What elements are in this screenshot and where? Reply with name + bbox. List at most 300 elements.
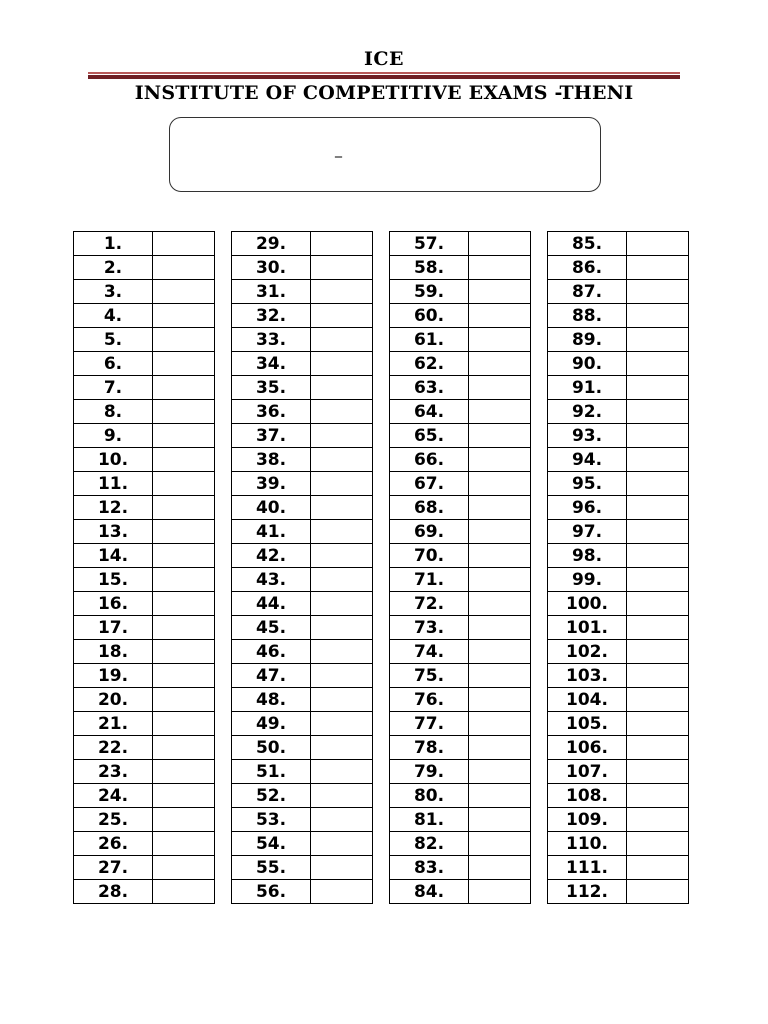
answer-row (390, 424, 531, 448)
answer-column-2 (231, 231, 373, 904)
question-number: 40. (232, 496, 311, 520)
answer-row (548, 640, 689, 664)
answer-column-1 (73, 231, 215, 904)
answer-row (390, 472, 531, 496)
question-number: 98. (548, 544, 627, 568)
question-number: 50. (232, 736, 311, 760)
question-number: 30. (232, 256, 311, 280)
answer-row (74, 400, 215, 424)
answer-row (548, 592, 689, 616)
question-number: 103. (548, 664, 627, 688)
answer-cell[interactable] (311, 616, 373, 640)
answer-cell[interactable] (153, 256, 215, 280)
answer-row (74, 568, 215, 592)
answer-row (232, 688, 373, 712)
answer-row (548, 496, 689, 520)
answer-cell[interactable] (627, 496, 689, 520)
answer-cell[interactable] (153, 328, 215, 352)
answer-row (232, 712, 373, 736)
question-number: 10. (74, 448, 153, 472)
question-number: 109. (548, 808, 627, 832)
question-number: 4. (74, 304, 153, 328)
answer-row (390, 256, 531, 280)
answer-cell[interactable] (627, 256, 689, 280)
question-number: 94. (548, 448, 627, 472)
question-number: 52. (232, 784, 311, 808)
question-number: 61. (390, 328, 469, 352)
answer-row (232, 640, 373, 664)
answer-cell[interactable] (153, 712, 215, 736)
answer-row (548, 520, 689, 544)
answer-cell[interactable] (469, 640, 531, 664)
answer-row (390, 712, 531, 736)
answer-cell[interactable] (627, 424, 689, 448)
answer-row (232, 664, 373, 688)
answer-row (74, 304, 215, 328)
answer-cell[interactable] (469, 400, 531, 424)
answer-cell[interactable] (153, 808, 215, 832)
question-number: 63. (390, 376, 469, 400)
question-number: 97. (548, 520, 627, 544)
answer-cell[interactable] (311, 664, 373, 688)
question-number: 54. (232, 832, 311, 856)
answer-cell[interactable] (469, 808, 531, 832)
answer-row (74, 808, 215, 832)
answer-row (548, 736, 689, 760)
question-number: 57. (390, 232, 469, 256)
question-number: 101. (548, 616, 627, 640)
answer-row (390, 784, 531, 808)
question-number: 92. (548, 400, 627, 424)
answer-cell[interactable] (627, 568, 689, 592)
answer-cell[interactable] (153, 352, 215, 376)
header-rule-thin (88, 72, 680, 74)
answer-row (548, 352, 689, 376)
answer-cell[interactable] (627, 280, 689, 304)
question-number: 2. (74, 256, 153, 280)
question-number: 71. (390, 568, 469, 592)
question-number: 55. (232, 856, 311, 880)
question-number: 95. (548, 472, 627, 496)
answer-cell[interactable] (311, 640, 373, 664)
answer-row (548, 472, 689, 496)
question-number: 67. (390, 472, 469, 496)
answer-row (390, 280, 531, 304)
answer-cell[interactable] (627, 232, 689, 256)
answer-cell[interactable] (311, 808, 373, 832)
answer-cell[interactable] (311, 448, 373, 472)
answer-row (548, 808, 689, 832)
question-number: 79. (390, 760, 469, 784)
answer-cell[interactable] (627, 616, 689, 640)
answer-row (74, 544, 215, 568)
answer-cell[interactable] (469, 856, 531, 880)
question-number: 82. (390, 832, 469, 856)
answer-row (548, 664, 689, 688)
question-number: 27. (74, 856, 153, 880)
answer-cell[interactable] (311, 280, 373, 304)
answer-row (74, 472, 215, 496)
question-number: 31. (232, 280, 311, 304)
question-number: 68. (390, 496, 469, 520)
answer-cell[interactable] (311, 736, 373, 760)
question-number: 34. (232, 352, 311, 376)
answer-cell[interactable] (311, 832, 373, 856)
answer-cell[interactable] (627, 304, 689, 328)
answer-row (232, 352, 373, 376)
answer-cell[interactable] (153, 232, 215, 256)
question-number: 86. (548, 256, 627, 280)
answer-row (390, 496, 531, 520)
answer-cell[interactable] (311, 472, 373, 496)
question-number: 39. (232, 472, 311, 496)
answer-cell[interactable] (153, 376, 215, 400)
answer-cell[interactable] (469, 688, 531, 712)
question-number: 24. (74, 784, 153, 808)
question-number: 62. (390, 352, 469, 376)
question-number: 58. (390, 256, 469, 280)
answer-row (232, 328, 373, 352)
answer-row (232, 544, 373, 568)
question-number: 15. (74, 568, 153, 592)
question-number: 17. (74, 616, 153, 640)
answer-row (390, 448, 531, 472)
answer-row (74, 280, 215, 304)
answer-row (548, 760, 689, 784)
answer-row (232, 880, 373, 904)
answer-row (232, 808, 373, 832)
answer-row (74, 424, 215, 448)
question-number: 105. (548, 712, 627, 736)
answer-row (390, 376, 531, 400)
answer-cell[interactable] (627, 472, 689, 496)
answer-row (548, 232, 689, 256)
question-number: 75. (390, 664, 469, 688)
answer-row (74, 616, 215, 640)
answer-cell[interactable] (627, 832, 689, 856)
answer-row (548, 376, 689, 400)
answer-row (232, 232, 373, 256)
question-number: 5. (74, 328, 153, 352)
question-number: 41. (232, 520, 311, 544)
answer-row (74, 784, 215, 808)
answer-cell[interactable] (311, 856, 373, 880)
answer-cell[interactable] (627, 448, 689, 472)
answer-cell[interactable] (153, 448, 215, 472)
question-number: 1. (74, 232, 153, 256)
answer-row (232, 424, 373, 448)
answer-cell[interactable] (311, 544, 373, 568)
answer-cell[interactable] (469, 784, 531, 808)
answer-cell[interactable] (627, 808, 689, 832)
answer-row (548, 544, 689, 568)
answer-row (74, 712, 215, 736)
question-number: 33. (232, 328, 311, 352)
answer-cell[interactable] (153, 472, 215, 496)
question-number: 107. (548, 760, 627, 784)
question-number: 18. (74, 640, 153, 664)
answer-cell[interactable] (469, 736, 531, 760)
answer-cell[interactable] (153, 424, 215, 448)
question-number: 70. (390, 544, 469, 568)
answer-cell[interactable] (153, 400, 215, 424)
answer-row (232, 304, 373, 328)
answer-row (548, 568, 689, 592)
answer-cell[interactable] (153, 496, 215, 520)
question-number: 19. (74, 664, 153, 688)
answer-cell[interactable] (469, 328, 531, 352)
answer-cell[interactable] (469, 376, 531, 400)
question-number: 53. (232, 808, 311, 832)
question-number: 64. (390, 400, 469, 424)
answer-cell[interactable] (469, 520, 531, 544)
question-number: 87. (548, 280, 627, 304)
question-number: 91. (548, 376, 627, 400)
question-number: 84. (390, 880, 469, 904)
question-number: 81. (390, 808, 469, 832)
answer-cell[interactable] (469, 472, 531, 496)
answer-row (232, 376, 373, 400)
short-title: ICE (364, 48, 404, 70)
question-number: 106. (548, 736, 627, 760)
answer-cell[interactable] (311, 592, 373, 616)
answer-cell[interactable] (153, 688, 215, 712)
answer-row (74, 376, 215, 400)
answer-cell[interactable] (627, 592, 689, 616)
answer-cell[interactable] (469, 880, 531, 904)
answer-cell[interactable] (311, 520, 373, 544)
answer-row (232, 496, 373, 520)
answer-cell[interactable] (627, 328, 689, 352)
answer-cell[interactable] (469, 760, 531, 784)
answer-row (74, 520, 215, 544)
answer-row (390, 760, 531, 784)
answer-row (390, 400, 531, 424)
answer-cell[interactable] (311, 784, 373, 808)
question-number: 110. (548, 832, 627, 856)
question-number: 76. (390, 688, 469, 712)
answer-row (74, 256, 215, 280)
answer-cell[interactable] (153, 544, 215, 568)
answer-row (548, 880, 689, 904)
answer-row (548, 424, 689, 448)
question-number: 69. (390, 520, 469, 544)
answer-cell[interactable] (311, 568, 373, 592)
question-number: 104. (548, 688, 627, 712)
answer-cell[interactable] (627, 664, 689, 688)
answer-row (232, 616, 373, 640)
answer-cell[interactable] (627, 736, 689, 760)
answer-row (232, 448, 373, 472)
answer-row (390, 352, 531, 376)
answer-cell[interactable] (311, 760, 373, 784)
question-number: 89. (548, 328, 627, 352)
answer-cell[interactable] (311, 880, 373, 904)
answer-cell[interactable] (153, 880, 215, 904)
header-rule-thick (88, 75, 680, 79)
answer-row (548, 616, 689, 640)
answer-cell[interactable] (469, 592, 531, 616)
answer-row (390, 832, 531, 856)
question-number: 21. (74, 712, 153, 736)
answer-cell[interactable] (153, 280, 215, 304)
answer-cell[interactable] (153, 304, 215, 328)
question-number: 22. (74, 736, 153, 760)
answer-row (390, 520, 531, 544)
answer-cell[interactable] (153, 616, 215, 640)
answer-cell[interactable] (311, 232, 373, 256)
answer-cell[interactable] (311, 328, 373, 352)
answer-cell[interactable] (627, 856, 689, 880)
question-number: 83. (390, 856, 469, 880)
answer-row (548, 304, 689, 328)
answer-cell[interactable] (627, 400, 689, 424)
answer-cell[interactable] (627, 544, 689, 568)
question-number: 8. (74, 400, 153, 424)
answer-cell[interactable] (627, 688, 689, 712)
question-number: 44. (232, 592, 311, 616)
answer-cell[interactable] (153, 664, 215, 688)
answer-row (74, 736, 215, 760)
answer-cell[interactable] (469, 352, 531, 376)
name-box[interactable] (169, 117, 601, 192)
answer-row (232, 400, 373, 424)
answer-cell[interactable] (627, 784, 689, 808)
question-number: 42. (232, 544, 311, 568)
answer-row (548, 784, 689, 808)
answer-row (548, 448, 689, 472)
answer-cell[interactable] (311, 376, 373, 400)
question-number: 11. (74, 472, 153, 496)
question-number: 28. (74, 880, 153, 904)
answer-column-3 (389, 231, 531, 904)
answer-row (74, 352, 215, 376)
answer-cell[interactable] (469, 448, 531, 472)
answer-cell[interactable] (153, 592, 215, 616)
answer-row (74, 592, 215, 616)
answer-cell[interactable] (153, 568, 215, 592)
answer-cell[interactable] (469, 424, 531, 448)
answer-cell[interactable] (311, 688, 373, 712)
answer-row (232, 472, 373, 496)
answer-cell[interactable] (469, 616, 531, 640)
answer-row (74, 688, 215, 712)
answer-cell[interactable] (469, 832, 531, 856)
question-number: 102. (548, 640, 627, 664)
question-number: 9. (74, 424, 153, 448)
answer-row (548, 328, 689, 352)
question-number: 7. (74, 376, 153, 400)
answer-cell[interactable] (153, 832, 215, 856)
answer-row (390, 328, 531, 352)
institute-title: INSTITUTE OF COMPETITIVE EXAMS -THENI (134, 82, 634, 104)
answer-cell[interactable] (311, 712, 373, 736)
question-number: 46. (232, 640, 311, 664)
answer-row (548, 280, 689, 304)
question-number: 96. (548, 496, 627, 520)
answer-cell[interactable] (469, 712, 531, 736)
answer-cell[interactable] (627, 880, 689, 904)
answer-row (390, 664, 531, 688)
answer-cell[interactable] (627, 520, 689, 544)
question-number: 59. (390, 280, 469, 304)
answer-cell[interactable] (627, 352, 689, 376)
question-number: 32. (232, 304, 311, 328)
question-number: 73. (390, 616, 469, 640)
answer-row (232, 520, 373, 544)
answer-row (390, 616, 531, 640)
answer-cell[interactable] (153, 520, 215, 544)
question-number: 49. (232, 712, 311, 736)
question-number: 36. (232, 400, 311, 424)
answer-cell[interactable] (469, 496, 531, 520)
answer-cell[interactable] (627, 640, 689, 664)
answer-row (232, 592, 373, 616)
answer-cell[interactable] (469, 256, 531, 280)
answer-row (74, 664, 215, 688)
answer-row (74, 232, 215, 256)
question-number: 77. (390, 712, 469, 736)
answer-row (74, 496, 215, 520)
answer-cell[interactable] (153, 784, 215, 808)
answer-cell[interactable] (469, 280, 531, 304)
answer-cell[interactable] (627, 712, 689, 736)
answer-cell[interactable] (311, 400, 373, 424)
question-number: 45. (232, 616, 311, 640)
answer-row (232, 568, 373, 592)
question-number: 16. (74, 592, 153, 616)
answer-cell[interactable] (311, 352, 373, 376)
question-number: 3. (74, 280, 153, 304)
question-number: 66. (390, 448, 469, 472)
question-number: 29. (232, 232, 311, 256)
question-number: 72. (390, 592, 469, 616)
answer-row (390, 232, 531, 256)
question-number: 43. (232, 568, 311, 592)
answer-cell[interactable] (311, 424, 373, 448)
answer-cell[interactable] (153, 640, 215, 664)
answer-cell[interactable] (153, 760, 215, 784)
question-number: 99. (548, 568, 627, 592)
question-number: 6. (74, 352, 153, 376)
answer-row (232, 256, 373, 280)
name-box-mark: _ (335, 142, 342, 158)
question-number: 80. (390, 784, 469, 808)
question-number: 13. (74, 520, 153, 544)
answer-row (548, 256, 689, 280)
answer-row (74, 856, 215, 880)
answer-cell[interactable] (469, 664, 531, 688)
answer-row (390, 304, 531, 328)
answer-cell[interactable] (311, 496, 373, 520)
answer-cell[interactable] (627, 376, 689, 400)
question-number: 108. (548, 784, 627, 808)
answer-cell[interactable] (153, 736, 215, 760)
answer-cell[interactable] (469, 568, 531, 592)
answer-cell[interactable] (469, 304, 531, 328)
question-number: 93. (548, 424, 627, 448)
answer-cell[interactable] (311, 256, 373, 280)
answer-row (390, 544, 531, 568)
answer-cell[interactable] (469, 232, 531, 256)
answer-cell[interactable] (469, 544, 531, 568)
answer-cell[interactable] (311, 304, 373, 328)
question-number: 12. (74, 496, 153, 520)
answer-cell[interactable] (153, 856, 215, 880)
question-number: 26. (74, 832, 153, 856)
question-number: 78. (390, 736, 469, 760)
answer-cell[interactable] (627, 760, 689, 784)
